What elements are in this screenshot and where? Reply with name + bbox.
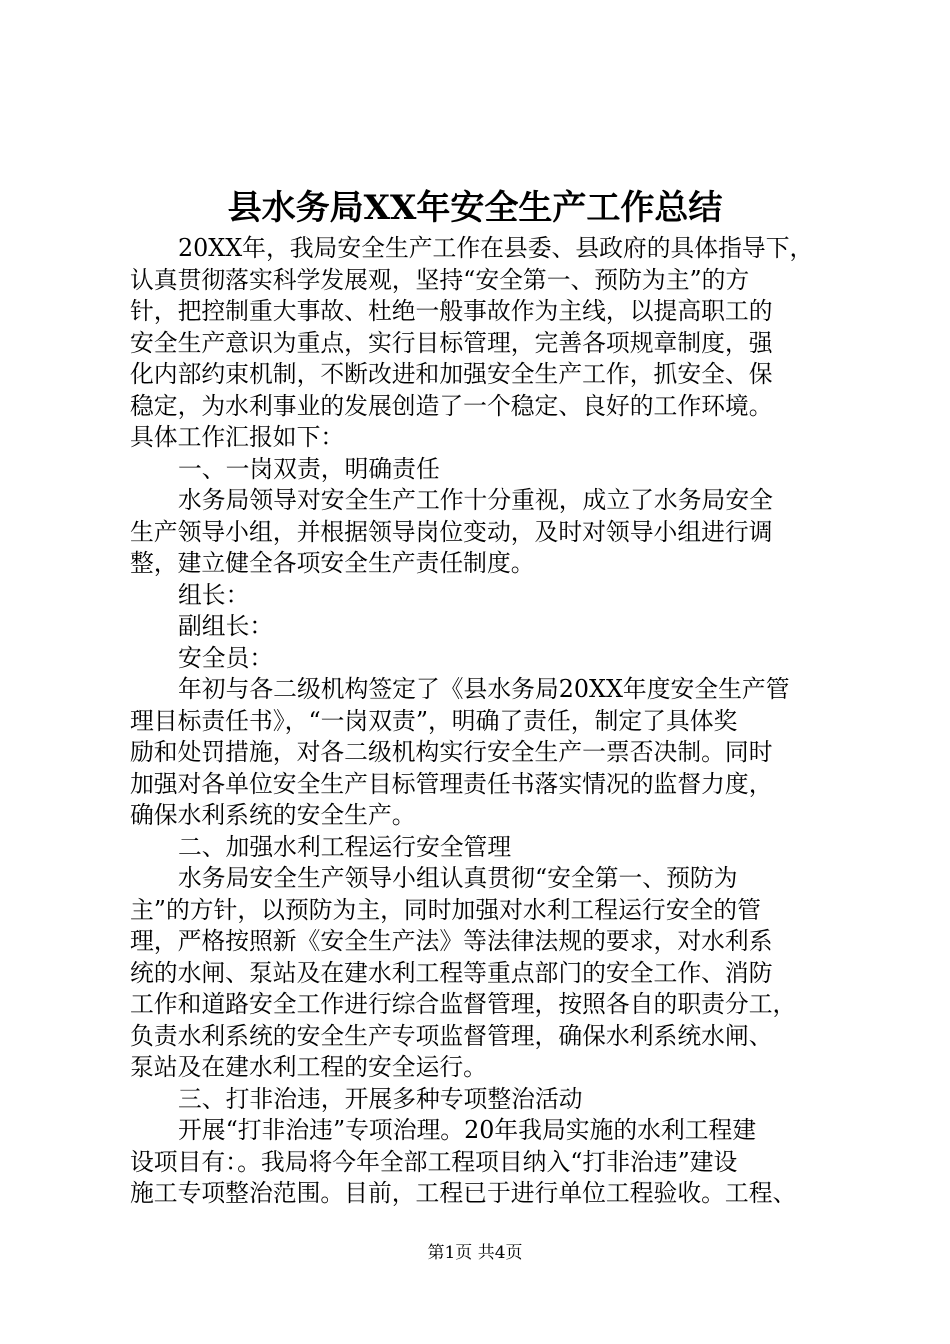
paragraph-line: 工作和道路安全工作进行综合监督管理，按照各自的职责分工，	[130, 990, 797, 1018]
paragraph-line: 泵站及在建水利工程的安全运行。	[130, 1053, 487, 1081]
section-heading: 一、一岗双责，明确责任	[178, 454, 440, 483]
paragraph-line: 针，把控制重大事故、杜绝一般事故作为主线，以提高职工的	[130, 297, 773, 325]
document-title: 县水务局XX年安全生产工作总结	[227, 188, 723, 228]
paragraph-line: 开展“打非治违”专项治理。20年我局实施的水利工程建	[178, 1116, 757, 1144]
paragraph-line: 理目标责任书》，“一岗双责”，明确了责任，制定了具体奖	[130, 706, 738, 735]
section-heading: 三、打非治违，开展多种专项整治活动	[178, 1084, 583, 1113]
paragraph-line: 水务局安全生产领导小组认真贯彻“安全第一、预防为	[178, 864, 738, 892]
paragraph-line: 具体工作汇报如下：	[130, 423, 345, 451]
paragraph-line: 整，建立健全各项安全生产责任制度。	[130, 549, 535, 577]
paragraph-line: 加强对各单位安全生产目标管理责任书落实情况的监督力度，	[130, 769, 773, 798]
paragraph-line: 理，严格按照新《安全生产法》等法律法规的要求，对水利系	[130, 927, 773, 955]
section-heading: 二、加强水利工程运行安全管理	[178, 832, 512, 861]
page-number-footer: 第1页 共4页	[427, 1243, 523, 1263]
paragraph-line: 生产领导小组，并根据领导岗位变动，及时对领导小组进行调	[130, 517, 773, 546]
paragraph-line: 主”的方针，以预防为主，同时加强对水利工程运行安全的管	[130, 895, 761, 924]
paragraph-line: 负责水利系统的安全生产专项监督管理，确保水利系统水闸、	[130, 1021, 773, 1050]
role-label: 安全员：	[178, 643, 274, 672]
paragraph-line: 年初与各二级机构签定了《县水务局20XX年度安全生产管	[178, 675, 790, 703]
paragraph-line: 安全生产意识为重点，实行目标管理，完善各项规章制度，强	[130, 328, 773, 357]
paragraph-line: 认真贯彻落实科学发展观，坚持“安全第一、预防为主”的方	[130, 265, 750, 294]
paragraph-line: 稳定，为水利事业的发展创造了一个稳定、良好的工作环境。	[130, 391, 773, 420]
role-label: 副组长：	[178, 612, 274, 640]
paragraph-line: 20XX年，我局安全生产工作在县委、县政府的具体指导下，	[178, 234, 814, 262]
paragraph-line: 化内部约束机制，不断改进和加强安全生产工作，抓安全、保	[130, 360, 773, 388]
paragraph-line: 施工专项整治范围。目前，工程已于进行单位工程验收。工程、	[130, 1179, 797, 1207]
document-body	[130, 233, 835, 1210]
paragraph-line: 水务局领导对安全生产工作十分重视，成立了水务局安全	[178, 486, 773, 514]
role-label: 组长：	[178, 580, 250, 609]
paragraph-line: 励和处罚措施，对各二级机构实行安全生产一票否决制。同时	[130, 738, 773, 766]
paragraph-line: 确保水利系统的安全生产。	[130, 801, 416, 829]
paragraph-line: 设项目有：。我局将今年全部工程项目纳入“打非治违”建设	[130, 1147, 738, 1176]
paragraph-line: 统的水闸、泵站及在建水利工程等重点部门的安全工作、消防	[130, 958, 773, 987]
